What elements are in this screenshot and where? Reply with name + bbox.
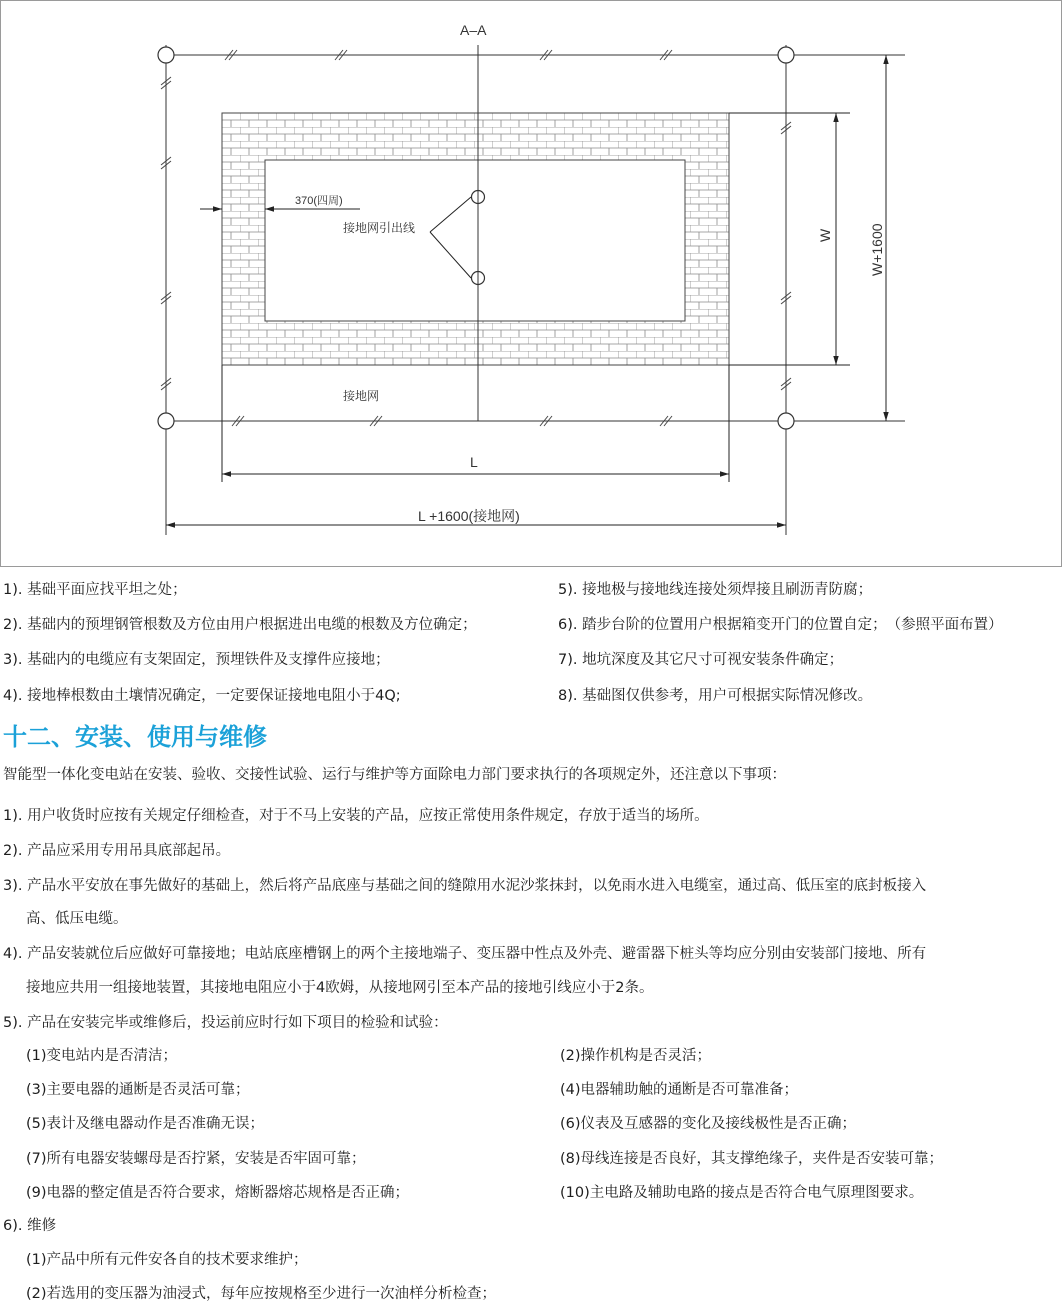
install-item-6: 6). 维修 xyxy=(3,1218,57,1234)
install-item-4-cont: 接地应共用一组接地装置，其接地电阻应小于4欧姆，从接地网引至本产品的接地引线应小于2条。 xyxy=(26,980,654,996)
note-3: 3). 基础内的电缆应有支架固定，预埋铁件及支撑件应接地； xyxy=(3,652,390,668)
note-5: 5). 接地极与接地线连接处须焊接且刷沥青防腐； xyxy=(558,582,873,598)
note-1: 1). 基础平面应找平坦之处； xyxy=(3,582,187,598)
w-label: W xyxy=(817,228,833,242)
l-label: L xyxy=(470,454,478,470)
install-item-2: 2). 产品应采用专用吊具底部起吊。 xyxy=(3,843,231,859)
lead-out-label: 接地网引出线 xyxy=(343,221,416,235)
section-label: A–A xyxy=(460,22,487,38)
check-9: (9)电器的整定值是否符合要求，熔断器熔芯规格是否正确； xyxy=(26,1185,410,1201)
maint-1: (1)产品中所有元件安各自的技术要求维护； xyxy=(26,1252,308,1268)
check-1: (1)变电站内是否清洁； xyxy=(26,1048,178,1064)
brick-wall xyxy=(222,113,729,365)
install-item-4: 4). 产品安装就位后应做好可靠接地；电站底座槽钢上的两个主接地端子、变压器中性点及外壳、避雷器下桩头等均应分别由安装部门接地、所有 xyxy=(3,946,927,962)
install-item-3: 3). 产品水平安放在事先做好的基础上，然后将产品底座与基础之间的缝隙用水泥沙浆抹封，以免雨水进入电缆室，通过高、低压室的底封板接入 xyxy=(3,878,927,894)
section-intro: 智能型一体化变电站在安装、验收、交接性试验、运行与维护等方面除电力部门要求执行的各项规定外，还注意以下事项： xyxy=(3,767,786,783)
drawing-border xyxy=(1,1,1062,567)
check-4: (4)电器辅助触的通断是否可靠准备； xyxy=(560,1082,799,1098)
install-item-1: 1). 用户收货时应按有关规定仔细检查，对于不马上安装的产品，应按正常使用条件规定，存放于适当的场所。 xyxy=(3,808,709,824)
section-heading: 十二、安装、使用与维修 xyxy=(3,723,267,751)
check-2: (2)操作机构是否灵活； xyxy=(560,1048,712,1064)
check-7: (7)所有电器安装螺母是否拧紧，安装是否牢固可靠； xyxy=(26,1151,366,1167)
note-7: 7). 地坑深度及其它尺寸可视安装条件确定； xyxy=(558,652,844,668)
grounding-grid-label: 接地网 xyxy=(343,389,380,403)
l1600-label: L +1600(接地网) xyxy=(418,508,520,524)
check-8: (8)母线连接是否良好，其支撑绝缘子，夹件是否安装可靠； xyxy=(560,1151,944,1167)
check-3: (3)主要电器的通断是否灵活可靠； xyxy=(26,1082,250,1098)
w1600-label: W+1600 xyxy=(869,223,885,276)
install-item-5: 5). 产品在安装完毕或维修后，投运前应时行如下项目的检验和试验： xyxy=(3,1015,448,1031)
check-5: (5)表计及继电器动作是否准确无误； xyxy=(26,1116,265,1132)
foundation-drawing xyxy=(0,0,1062,567)
lead-leader xyxy=(430,197,471,278)
maint-2: (2)若选用的变压器为油浸式，每年应按规格至少进行一次油样分析检查； xyxy=(26,1286,497,1302)
note-8: 8). 基础图仅供参考，用户可根据实际情况修改。 xyxy=(558,688,873,704)
install-item-3-cont: 高、低压电缆。 xyxy=(26,911,128,927)
check-6: (6)仪表及互感器的变化及接线极性是否正确； xyxy=(560,1116,857,1132)
note-2: 2). 基础内的预埋钢管根数及方位由用户根据进出电缆的根数及方位确定； xyxy=(3,617,477,633)
wall-thickness-label: 370(四周) xyxy=(295,195,343,207)
note-6: 6). 踏步台阶的位置用户根据箱变开门的位置自定； （参照平面布置） xyxy=(558,617,1003,633)
check-10: (10)主电路及辅助电路的接点是否符合电气原理图要求。 xyxy=(560,1185,924,1201)
note-4: 4). 接地棒根数由土壤情况确定，一定要保证接地电阻小于4Q; xyxy=(3,688,401,704)
